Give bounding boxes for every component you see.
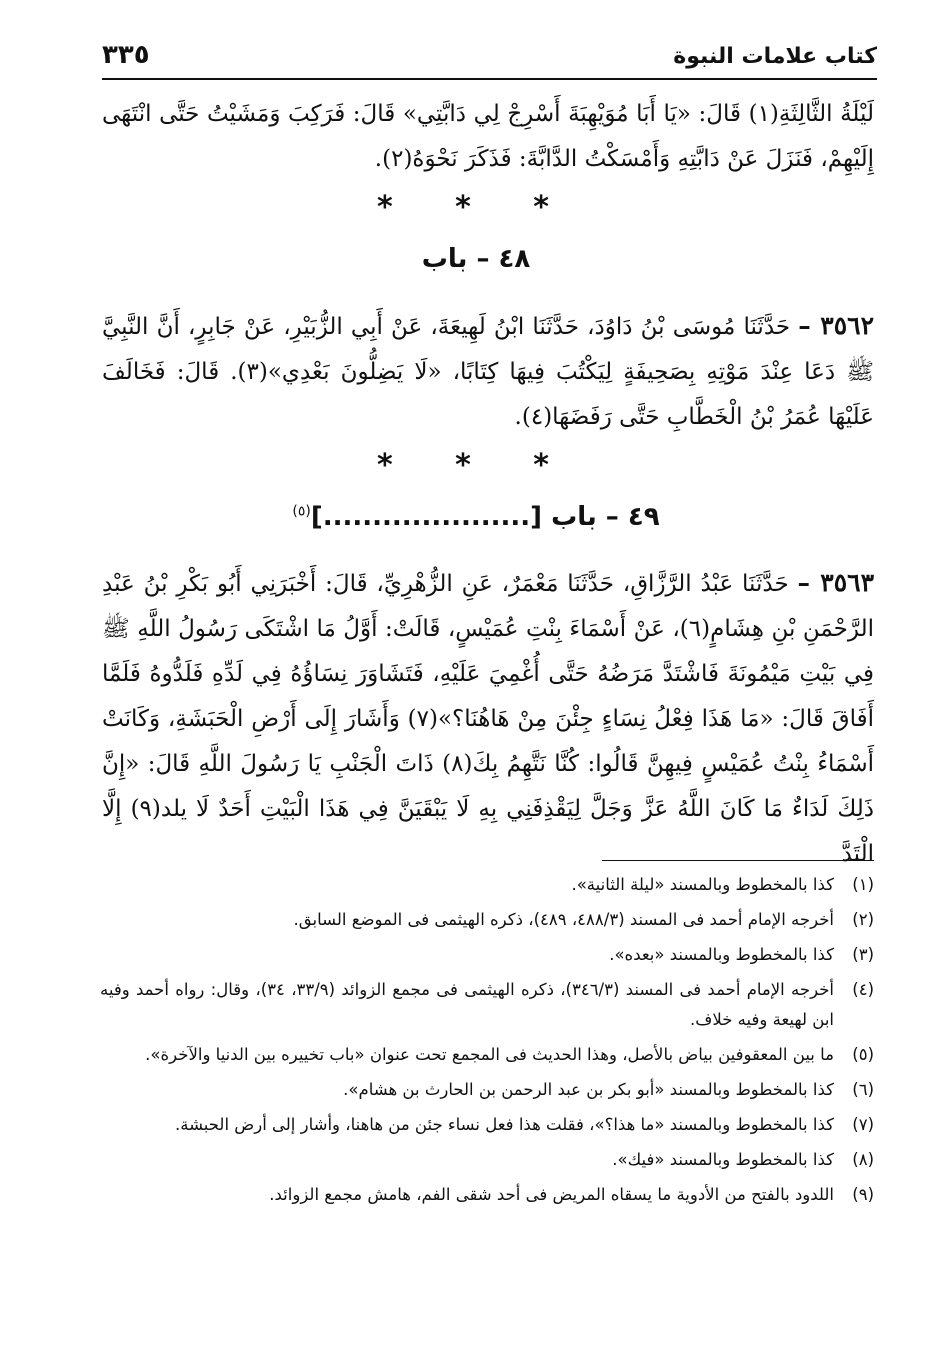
footnote-text: اللدود بالفتح من الأدوية ما يسقاه المريض فى أحد شقى الفم، هامش مجمع الزوائد. [269,1185,834,1204]
footnote-item [100,940,874,970]
footnote-text: أخرجه الإمام أحمد فى المسند (٤٨٨/٣، ٤٨٩)، ذكره الهيثمى فى الموضع السابق. [293,910,834,929]
footnote-item [100,975,874,1035]
footnote-item [100,1040,874,1070]
footnote-item [100,870,874,900]
continuation-paragraph: لَيْلَةُ الثَّالِثَةِ(١) قَالَ: «يَا أَبَا مُوَيْهِبَةَ أَسْرِجْ لِي دَابَّتِي» قَالَ: فَرَكِبَ وَمَشَيْتُ حَتَّى انْتَهَى إِلَيْهِمْ، فَنَزَلَ عَنْ دَابَّتِهِ وَأَمْسَكْتُ الدَّابَّةَ: فَذَكَرَ نَحْوَهُ(٢). [102,101,874,172]
hadith-text: حَدَّثَنَا عَبْدُ الرَّزَّاقِ، حَدَّثَنَا مَعْمَرٌ، عَنِ الزُّهْرِيِّ، قَالَ: أَخْبَرَنِي أَبُو بَكْرِ بْنُ عَبْدِ الرَّحْمَنِ بْنِ هِشَامٍ(٦)، عَنْ أَسْمَاءَ بِنْتِ عُمَيْسٍ، قَالَتْ: أَوَّلُ مَا اشْتَكَى رَسُولُ اللَّهِ ﷺ فِي بَيْتِ مَيْمُونَةَ فَاشْتَدَّ مَرَضُهُ حَتَّى أُغْمِيَ عَلَيْهِ، فَتَشَاوَرَ نِسَاؤُهُ فِي لَدِّهِ فَلَدُّوهُ فَلَمَّا أَفَاقَ قَالَ: «مَا هَذَا فِعْلُ نِسَاءٍ جِئْنَ مِنْ هَاهُنَا؟»(٧) وَأَشَارَ إِلَى أَرْضِ الْحَبَشَةِ، وَكَانَتْ أَسْمَاءُ بِنْتُ عُمَيْسٍ فِيهِنَّ قَالُوا: كُنَّا نَتَّهِمُ بِكَ(٨) ذَاتَ الْجَنْبِ يَا رَسُولَ اللَّهِ قَالَ: «إِنَّ ذَلِكَ لَدَاءٌ مَا كَانَ اللَّهُ عَزَّ وَجَلَّ لِيَقْذِفَنِي بِهِ لَا يَبْقَيَنَّ فِي هَذَا الْبَيْتِ أَحَدٌ لَا يلد(٩) إِلَّا الْتَدَّ [102,571,875,867]
footnote-number: (٤) [852,980,874,999]
footnote-number: (١) [852,875,874,894]
footnote-item [100,1180,874,1210]
hadith-number: ٣٥٦٢ – [798,311,874,340]
footnote-item [100,1075,874,1105]
footnote-text: كذا بالمخطوط وبالمسند «ليلة الثانية». [571,875,834,894]
section-separator: * * * [377,448,575,483]
footnotes [100,870,874,1215]
chapter-heading-49 [0,502,952,532]
footnote-item [100,905,874,935]
chapter-heading-48: ٤٨ – باب [421,244,531,274]
page-number: ٣٣٥ [102,40,150,70]
footnote-marker: (٥) [292,503,311,520]
footnote-item [100,1145,874,1175]
footnote-text: كذا بالمخطوط وبالمسند «فيك». [612,1150,834,1169]
footnote-number: (٢) [852,910,874,929]
page-header [102,38,877,80]
chapter-heading-49-title: ٤٩ – باب [.....................] [310,502,660,532]
footnote-text: ما بين المعقوفين بياض بالأصل، وهذا الحديث فى المجمع تحت عنوان «باب تخييره بين الدنيا والآخرة». [145,1045,834,1064]
section-separator: * * * [377,190,575,225]
footnote-number: (٥) [852,1045,874,1064]
hadith-number: ٣٥٦٣ – [797,568,874,597]
hadith-3563 [102,560,874,877]
footnote-item [100,1110,874,1140]
footnote-number: (٨) [852,1150,874,1169]
footnote-divider [602,860,874,861]
footnote-text: كذا بالمخطوط وبالمسند «أبو بكر بن عبد الرحمن بن الحارث بن هشام». [343,1080,834,1099]
footnote-text: أخرجه الإمام أحمد فى المسند (٣٤٦/٣)، ذكره الهيثمى فى مجمع الزوائد (٣٣/٩، ٣٤)، وقال: رواه أحمد وفيه ابن لهيعة وفيه خلاف. [100,980,834,1029]
footnote-text: كذا بالمخطوط وبالمسند «ما هذا؟»، فقلت هذا فعل نساء جئن من هاهنا، وأشار إلى أرض الحبشة. [174,1115,834,1134]
book-title: كتاب علامات النبوة [673,44,877,69]
hadith-3562 [102,303,874,440]
footnote-number: (٩) [852,1185,874,1204]
footnote-number: (٣) [852,945,874,964]
footnote-number: (٧) [852,1115,874,1134]
footnote-text: كذا بالمخطوط وبالمسند «بعده». [609,945,834,964]
footnote-number: (٦) [852,1080,874,1099]
hadith-text: حَدَّثَنَا مُوسَى بْنُ دَاوُدَ، حَدَّثَنَا ابْنُ لَهِيعَةَ، عَنْ أَبِي الزُّبَيْرِ، عَنْ جَابِرٍ، أَنَّ النَّبِيَّ ﷺ دَعَا عِنْدَ مَوْتِهِ بِصَحِيفَةٍ لِيَكْتُبَ فِيهَا كِتَابًا، «لَا يَضِلُّونَ بَعْدِي»(٣). قَالَ: فَخَالَفَ عَلَيْهَا عُمَرُ بْنُ الْخَطَّابِ حَتَّى رَفَضَهَا(٤). [102,314,874,430]
